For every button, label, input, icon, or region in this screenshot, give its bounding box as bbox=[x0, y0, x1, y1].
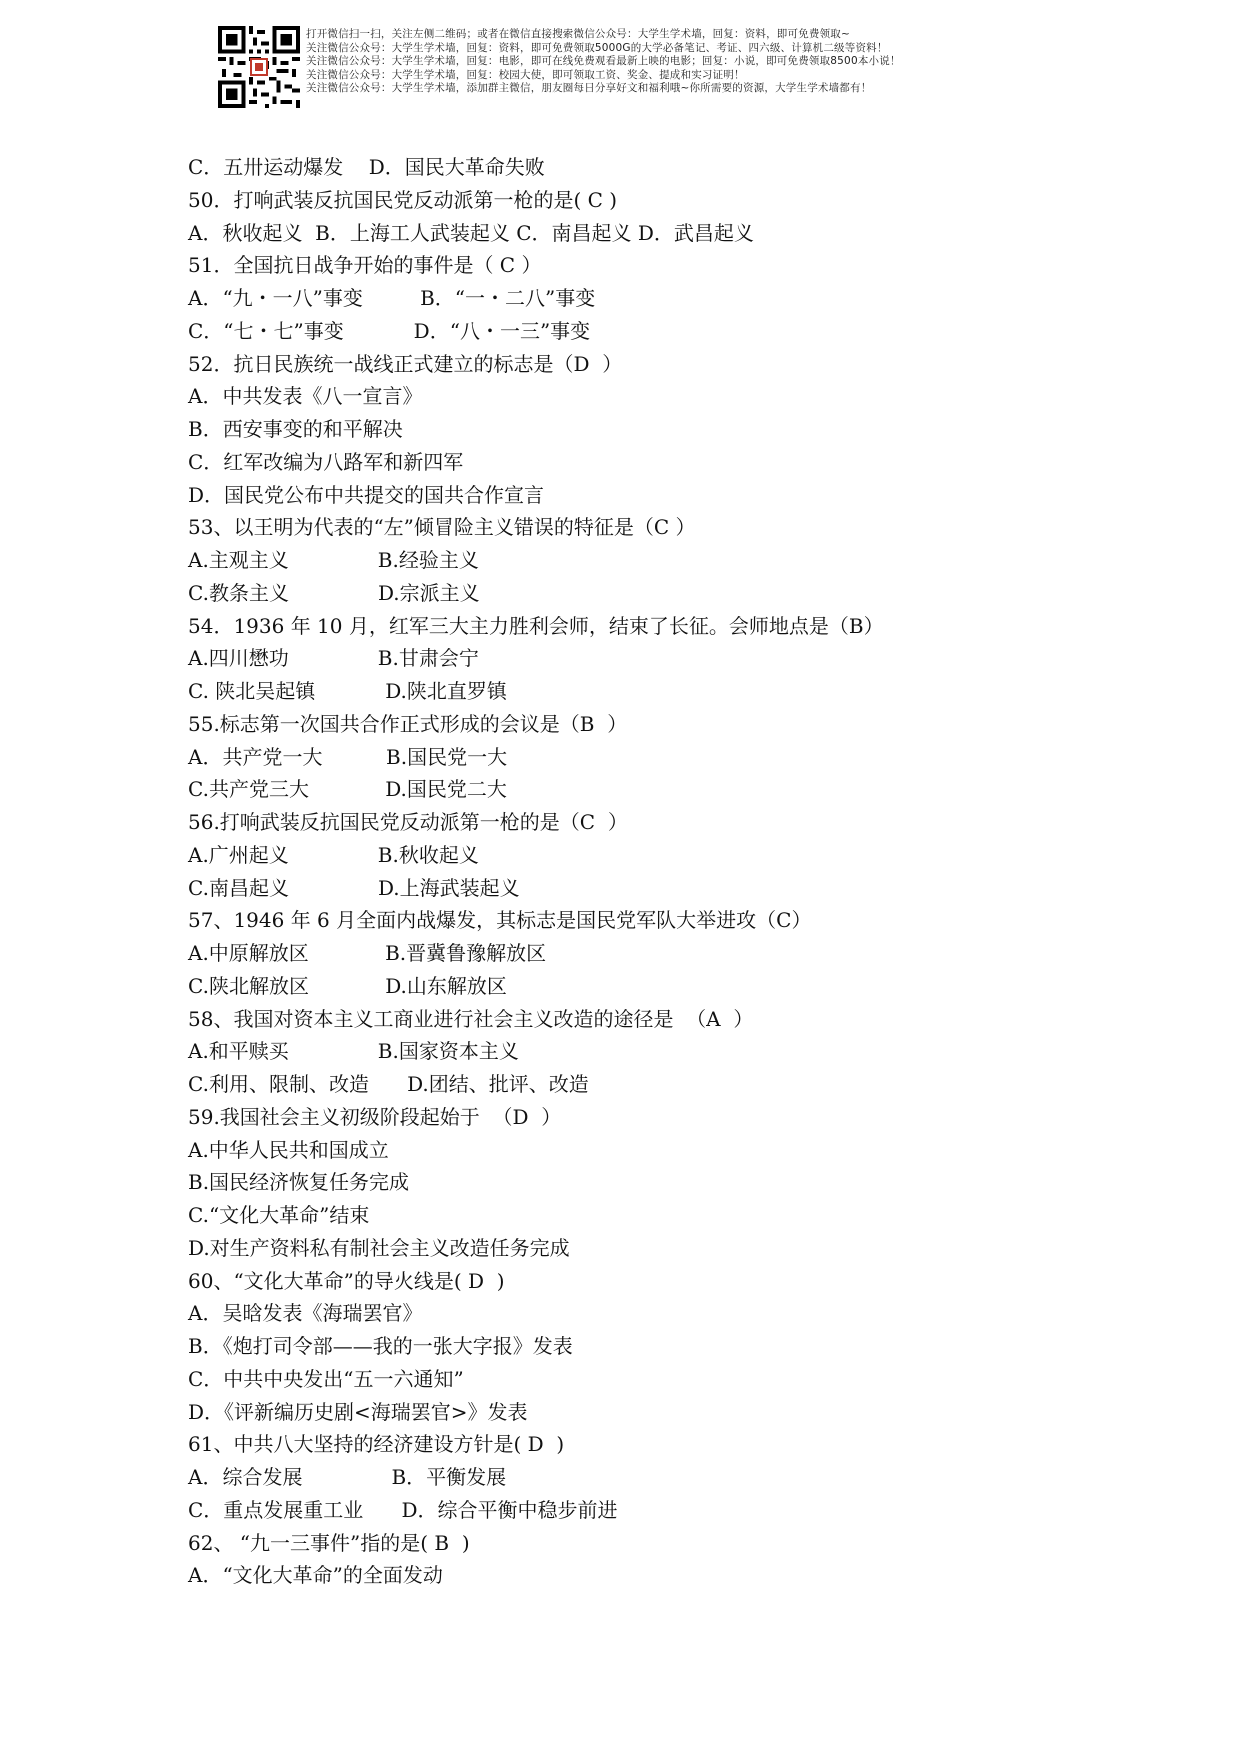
option-line: C.南昌起义 D.上海武装起义 bbox=[188, 875, 520, 900]
option-line: A．秋收起义 B．上海工人武装起义 C．南昌起义 D．武昌起义 bbox=[188, 220, 754, 245]
option-line: C．中共中央发出“五一六通知” bbox=[188, 1366, 464, 1391]
question-line: 57、1946 年 6 月全面内战爆发，其标志是国民党军队大举进攻（C） bbox=[188, 908, 812, 933]
question-line: 56.打响武装反抗国民党反动派第一枪的是（C ） bbox=[188, 810, 628, 834]
option-line: C．红军改编为八路军和新四军 bbox=[188, 449, 464, 474]
option-line: A.广州起义 B.秋收起义 bbox=[188, 842, 479, 867]
question-line: 51．全国抗日战争开始的事件是（ C ） bbox=[188, 253, 542, 278]
option-line: C.“文化大革命”结束 bbox=[188, 1203, 370, 1227]
question-line: 55.标志第一次国共合作正式形成的会议是（B ） bbox=[188, 711, 628, 736]
option-line: C．“七・七”事变 D．“八・一三”事变 bbox=[188, 318, 591, 343]
option-line: D．《评新编历史剧<海瑞罢官>》发表 bbox=[188, 1399, 528, 1424]
option-line: A.和平赎买 B.国家资本主义 bbox=[188, 1039, 519, 1064]
question-line: 59.我国社会主义初级阶段起始于 （D ） bbox=[188, 1104, 562, 1129]
question-line: 60、“文化大革命”的导火线是( D ) bbox=[188, 1268, 505, 1293]
option-line: C.共产党三大 D.国民党二大 bbox=[188, 777, 507, 802]
question-line: 53、以王明为代表的“左”倾冒险主义错误的特征是（C ） bbox=[188, 515, 696, 540]
promo-line: 关注微信公众号：大学生学术墙，回复：电影，即可在线免费观看最新上映的电影；回复：小说，即可免费领取8500本小说！ bbox=[306, 55, 901, 68]
option-line: A．中共发表《八一宣言》 bbox=[188, 384, 423, 409]
promo-header bbox=[218, 26, 978, 112]
option-line: A.中华人民共和国成立 bbox=[188, 1137, 389, 1162]
question-line: 62、 “九一三事件”指的是( B ) bbox=[188, 1530, 470, 1555]
promo-line: 打开微信扫一扫，关注左侧二维码；或者在微信直接搜索微信公众号：大学生学术墙，回复：资料，即可免费领取~ bbox=[306, 28, 850, 40]
option-line: B.国民经济恢复任务完成 bbox=[188, 1170, 410, 1195]
promo-line: 关注微信公众号：大学生学术墙，回复：校园大使，即可领取工资、奖金、提成和实习证明！ bbox=[306, 68, 745, 81]
question-line: 54．1936 年 10 月，红军三大主力胜利会师，结束了长征。会师地点是（B） bbox=[188, 613, 884, 638]
question-line: 52．抗日民族统一战线正式建立的标志是（D ） bbox=[188, 351, 623, 376]
option-line: A.中原解放区 B.晋冀鲁豫解放区 bbox=[188, 941, 547, 965]
option-line: C．五卅运动爆发 D．国民大革命失败 bbox=[188, 155, 545, 179]
option-line: C.陕北解放区 D.山东解放区 bbox=[188, 973, 507, 998]
option-line: B．西安事变的和平解决 bbox=[188, 417, 403, 441]
option-line: A．吴晗发表《海瑞罢官》 bbox=[188, 1301, 423, 1326]
option-line: A.主观主义 B.经验主义 bbox=[188, 548, 479, 572]
option-line: C．重点发展重工业 D．综合平衡中稳步前进 bbox=[188, 1497, 618, 1522]
option-line: A．“文化大革命”的全面发动 bbox=[188, 1563, 443, 1588]
option-line: D．国民党公布中共提交的国共合作宣言 bbox=[188, 482, 545, 507]
promo-line: 关注微信公众号：大学生学术墙，添加群主微信，朋友圈每日分享好文和福利哦~你所需要的资源，大学生学术墙都有！ bbox=[306, 82, 872, 95]
question-list bbox=[188, 151, 1188, 1592]
option-line: C. 陕北吴起镇 D.陕北直罗镇 bbox=[188, 679, 507, 703]
option-line: C.利用、限制、改造 D.团结、批评、改造 bbox=[188, 1072, 589, 1096]
option-line: A.四川懋功 B.甘肃会宁 bbox=[188, 646, 479, 671]
option-line: A．综合发展 B．平衡发展 bbox=[188, 1465, 507, 1489]
question-line: 58、我国对资本主义工商业进行社会主义改造的途径是 （A ） bbox=[188, 1006, 754, 1031]
promo-line: 关注微信公众号：大学生学术墙，回复：资料，即可免费领取5000G的大学必备笔记、考证、四六级、计算机二级等资料！ bbox=[306, 41, 888, 54]
promo-text bbox=[306, 28, 986, 96]
option-line: B．《炮打司令部——我的一张大字报》发表 bbox=[188, 1334, 573, 1358]
option-line: C.教条主义 D.宗派主义 bbox=[188, 580, 480, 605]
option-line: A．“九・一八”事变 B．“一・二八”事变 bbox=[188, 286, 596, 310]
option-line: A．共产党一大 B.国民党一大 bbox=[188, 744, 508, 769]
question-line: 61、中共八大坚持的经济建设方针是( D ) bbox=[188, 1432, 565, 1457]
qr-code-icon bbox=[218, 26, 300, 108]
question-line: 50．打响武装反抗国民党反动派第一枪的是( C ) bbox=[188, 187, 618, 212]
option-line: D.对生产资料私有制社会主义改造任务完成 bbox=[188, 1235, 570, 1260]
